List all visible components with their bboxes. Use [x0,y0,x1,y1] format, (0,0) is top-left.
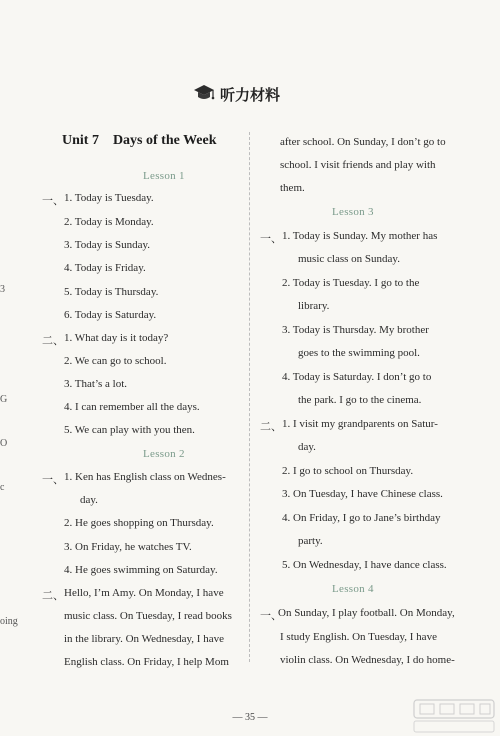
text-line: music class. On Tuesday, I read books [64,610,232,622]
text-line: 2. I go to school on Thursday. [282,465,414,477]
text-line: 4. Today is Friday. [64,262,146,274]
text-line: 2. He goes shopping on Thursday. [64,517,214,529]
section-header [0,80,500,110]
section-marker: 一、 [260,609,282,622]
text-line: 3. On Friday, he watches TV. [64,541,192,553]
text-line: party. [298,535,323,547]
lesson-1-heading: Lesson 1 [143,170,185,182]
lesson-2-heading: Lesson 2 [143,448,185,460]
text-line: the park. I go to the cinema. [298,394,422,406]
text-line: 3. Today is Sunday. [64,239,151,251]
text-line: 4. I can remember all the days. [64,401,200,413]
text-line: 5. We can play with you then. [64,424,195,436]
text-line: goes to the swimming pool. [298,347,420,359]
text-line: 1. Ken has English class on Wednes- [64,471,226,483]
section-marker: 一、 [42,473,64,486]
header-title: 听力材料 [220,86,281,104]
text-line: 2. We can go to school. [64,355,167,367]
text-line: 2. Today is Monday. [64,216,154,228]
text-line: library. [298,300,330,312]
text-line: violin class. On Wednesday, I do home- [280,654,455,666]
text-line: day. [80,494,98,506]
unit-title: Unit 7 Days of the Week [62,133,217,148]
text-line: 5. Today is Thursday. [64,286,159,298]
section-marker: 二、 [260,420,282,433]
text-line: them. [280,182,305,194]
text-line: 4. On Friday, I go to Jane’s birthday [282,512,441,524]
text-line: music class on Sunday. [298,253,400,265]
text-line: school. I visit friends and play with [280,159,436,171]
page-number: — 35 — [232,712,268,723]
graduation-cap-icon [193,82,215,104]
text-line: day. [298,441,316,453]
text-line: 1. Today is Sunday. My mother has [282,230,438,242]
watermark-logo [410,698,498,734]
text-line: 6. Today is Saturday. [64,309,157,321]
text-line: 3. On Tuesday, I have Chinese class. [282,488,443,500]
section-marker: 一、 [42,194,64,207]
text-line: Hello, I’m Amy. On Monday, I have [64,587,224,599]
text-line: after school. On Sunday, I don’t go to [280,136,446,148]
text-line: 2. Today is Tuesday. I go to the [282,277,420,289]
text-line: 3. That’s a lot. [64,378,128,390]
margin-fragment: G [0,394,8,405]
margin-fragment: O [0,438,8,449]
text-line: 1. Today is Tuesday. [64,192,154,204]
text-line: 1. What day is it today? [64,332,169,344]
text-line: in the library. On Wednesday, I have [64,633,224,645]
lesson-3-heading: Lesson 3 [332,206,374,218]
margin-fragment: c [0,482,5,493]
section-marker: 一、 [260,232,282,245]
text-line: English class. On Friday, I help Mom [64,656,229,668]
column-divider [249,132,251,662]
section-marker: 二、 [42,589,64,602]
text-line: 1. I visit my grandparents on Satur- [282,418,438,430]
text-line: 3. Today is Thursday. My brother [282,324,429,336]
text-line: 5. On Wednesday, I have dance class. [282,559,447,571]
margin-fragment: 3 [0,284,5,295]
margin-fragment: oing [0,616,18,627]
text-line: 4. He goes swimming on Saturday. [64,564,218,576]
text-line: I study English. On Tuesday, I have [280,631,437,643]
text-line: 4. Today is Saturday. I don’t go to [282,371,432,383]
lesson-4-heading: Lesson 4 [332,583,374,595]
section-marker: 二、 [42,334,64,347]
text-line: On Sunday, I play football. On Monday, [278,607,455,619]
